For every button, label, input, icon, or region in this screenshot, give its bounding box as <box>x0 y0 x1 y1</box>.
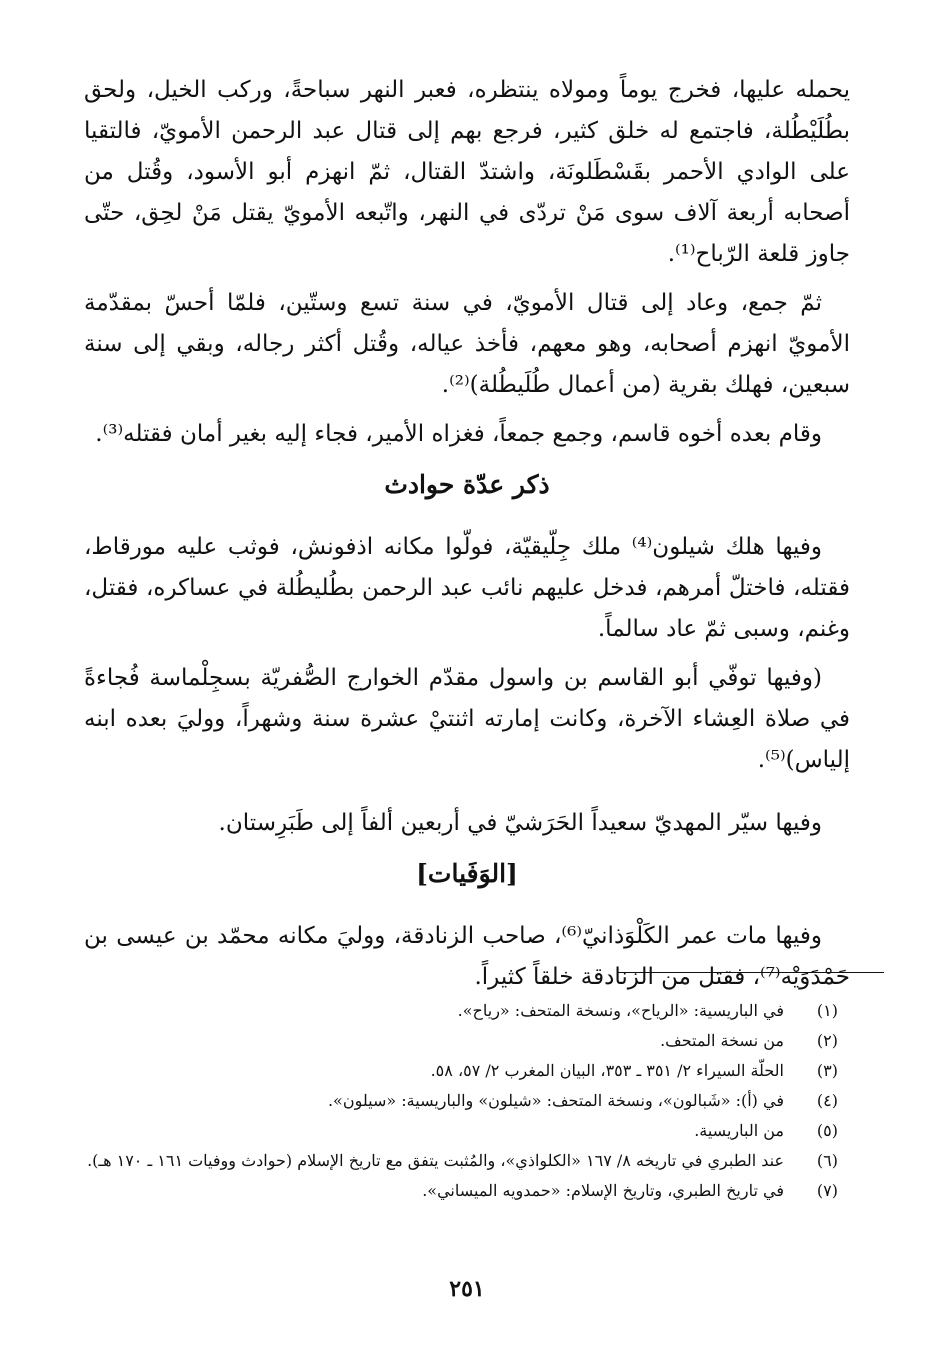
paragraph-6: وفيها سيّر المهديّ سعيداً الحَرَشيّ في أربعين ألفاً إلى طَبَرِستان. <box>218 810 822 836</box>
footnote-text: في (أ): «شَبالون»، ونسخة المتحف: «شيلون» والباريسية: «سيلون». <box>327 1091 784 1110</box>
footnote-divider <box>618 972 884 973</box>
paragraph-1: يحمله عليها، فخرج يوماً ومولاه ينتظره، فعبر النهر سباحةً، وركب الخيل، ولحق بطُلَيْطُلة، فاجتمع له خلق كثير، فرجع بهم إلى قتال عبد الرحمن الأمويّ، فالتقيا على الوادي الأحمر بقَسْطَلونَة، واشتدّ القتال، ثمّ انهزم أبو الأسود، وقُتل من أصحابه أربعة آلاف سوى مَنْ تردّى في النهر، واتّبعه الأمويّ يقتل مَنْ لحِق، حتّى جاوز قلعة الرّباح⁽¹⁾. <box>84 77 850 267</box>
footnote-number: (٧) <box>816 1181 838 1200</box>
paragraph-3: وقام بعده أخوه قاسم، وجمع جمعاً، فغزاه الأمير، فجاء إليه بغير أمان فقتله⁽³⁾. <box>95 421 822 447</box>
paragraph-2: ثمّ جمع، وعاد إلى قتال الأمويّ، في سنة تسع وستّين، فلمّا أحسّ بمقدّمة الأمويّ انهزم أصحابه، وهو معهم، فأخذ عياله، وقُتل أكثر رجاله، وبقي إلى سنة سبعين، فهلك بقرية (من أعمال طُلَيطُلة)⁽²⁾. <box>84 290 850 398</box>
paragraph-5: (وفيها توفّي أبو القاسم بن واسول مقدّم الخوارج الصُّفريّة بسجِلْماسة فُجاءةً في صلاة العِشاء الآخرة، وكانت إمارته اثنتيْ عشرة سنة وشهراً، ووليَ بعده ابنه إلياس)⁽⁵⁾. <box>84 665 850 773</box>
footnote-number: (٤) <box>816 1091 838 1110</box>
main-text <box>84 70 850 1006</box>
footnote-text: في الباريسية: «الرياح»، ونسخة المتحف: «رياح». <box>457 1001 784 1020</box>
footnote <box>84 1178 850 1204</box>
footnote <box>84 1058 850 1084</box>
footnote-text: من نسخة المتحف. <box>660 1031 784 1050</box>
footnote-text: الحلّة السيراء ٢/ ٣٥١ ـ ٣٥٣، البيان المغرب ٢/ ٥٧، ٥٨. <box>430 1061 784 1080</box>
footnote <box>84 1088 850 1114</box>
paragraph-4: وفيها هلك شيلون⁽⁴⁾ ملك جِلّيقيّة، فولّوا مكانه اذفونش، فوثب عليه مورقاط، فقتله، فاختلّ أمرهم، فدخل عليهم نائب عبد الرحمن بطُليطُلة في عساكره، فقتل، وغنم، وسبى ثمّ عاد سالماً. <box>84 534 850 642</box>
section-heading-events: ذكر عدّة حوادث <box>384 470 550 499</box>
page-number: ٢٥١ <box>449 1276 485 1302</box>
footnote <box>84 1118 850 1144</box>
footnote <box>84 1028 850 1054</box>
footnotes <box>84 998 850 1208</box>
footnote <box>84 998 850 1024</box>
footnote-number: (٢) <box>816 1031 838 1050</box>
footnote-text: من الباريسية. <box>694 1121 784 1140</box>
footnote-text: في تاريخ الطبري، وتاريخ الإسلام: «حمدويه الميساني». <box>422 1181 784 1200</box>
footnote-number: (٣) <box>816 1061 838 1080</box>
footnote-number: (٥) <box>816 1121 838 1140</box>
footnote <box>84 1148 850 1174</box>
paragraph-7: وفيها مات عمر الكَلْوَذانيّ⁽⁶⁾، صاحب الزنادقة، ووليَ مكانه محمّد بن عيسى بن حَمْدَوَيْه⁽⁷⁾، فقتل من الزنادقة خلقاً كثيراً. <box>84 923 850 990</box>
footnote-text: عند الطبري في تاريخه ٨/ ١٦٧ «الكلواذي»، والمُثبت يتفق مع تاريخ الإسلام (حوادث ووفيات ١٦١ ـ ١٧٠ هـ). <box>87 1151 784 1170</box>
footnote-number: (٦) <box>816 1151 838 1170</box>
footnote-number: (١) <box>816 1001 838 1020</box>
section-heading-deaths: [الوَفَيات] <box>416 859 518 888</box>
